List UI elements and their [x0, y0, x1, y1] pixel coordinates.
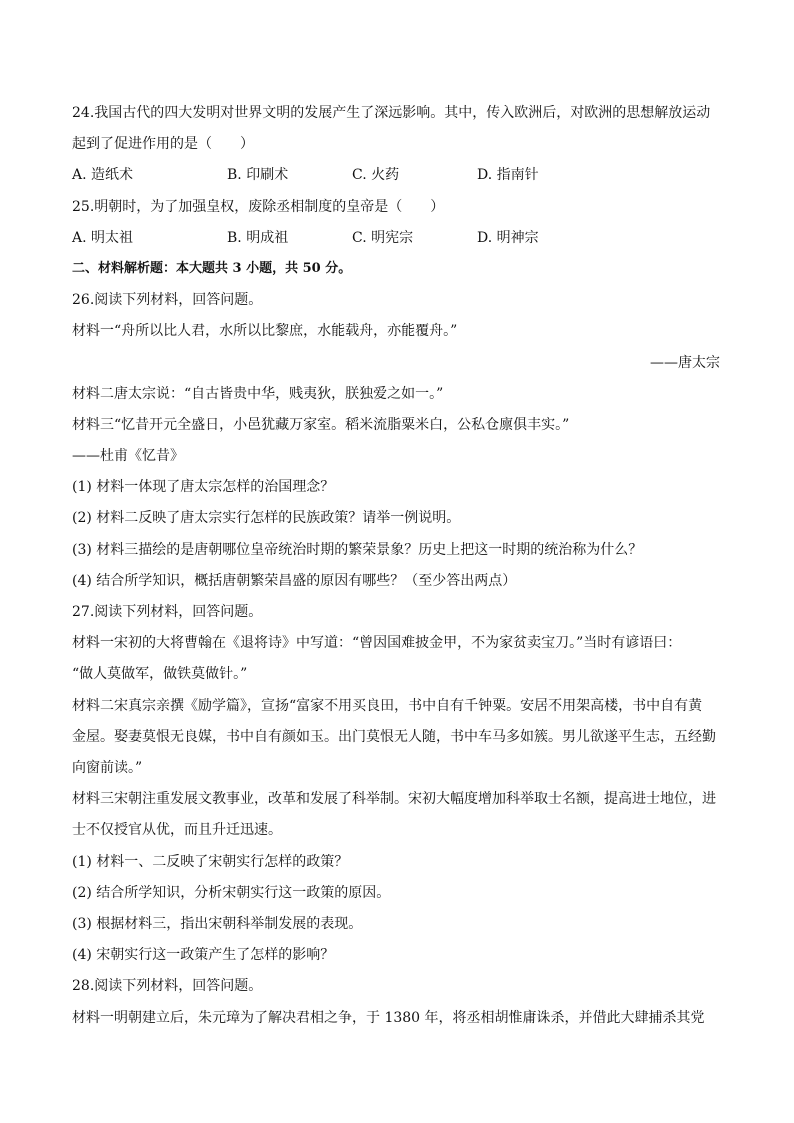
q26-question-4: (4) 结合所学知识，概括唐朝繁荣昌盛的原因有哪些？（至少答出两点） [72, 573, 517, 589]
q26-question-1: (1) 材料一体现了唐太宗怎样的治国理念？ [72, 479, 335, 495]
q26-material3-source: ——杜甫《忆昔》 [72, 448, 184, 464]
q27-material2-line1: 材料二宋真宗亲撰《励学篇》，宣扬“富家不用买良田，书中自有千钟粟。安居不用架高楼，书中自有黄 [72, 698, 703, 714]
q26-intro: 26.阅读下列材料，回答问题。 [72, 292, 263, 308]
q24-stem-line1: 24.我国古代的四大发明对世界文明的发展产生了深远影响。其中，传入欧洲后，对欧洲的思想解放运动 [72, 105, 711, 121]
q24-option-d: D. 指南针 [477, 167, 539, 183]
q25-stem: 25.明朝时，为了加强皇权，废除丞相制度的皇帝是（ ） [72, 199, 445, 215]
q27-question-2: (2) 结合所学知识，分析宋朝实行这一政策的原因。 [72, 885, 391, 901]
q27-question-3: (3) 根据材料三，指出宋朝科举制发展的表现。 [72, 916, 363, 932]
q27-intro: 27.阅读下列材料，回答问题。 [72, 604, 263, 620]
q26-material1-source: ——唐太宗 [650, 355, 720, 371]
q27-material2-line2: 金屋。娶妻莫恨无良媒，书中自有颜如玉。出门莫恨无人随，书中车马多如簇。男儿欲遂平生志，五经勤 [72, 729, 716, 745]
q24-option-a: A. 造纸术 [72, 167, 134, 183]
q26-material3: 材料三“忆昔开元全盛日，小邑犹藏万家室。稻米流脂粟米白，公私仓廪俱丰实。” [72, 417, 570, 433]
q24-option-c: C. 火药 [352, 167, 400, 183]
q24-option-b: B. 印刷术 [227, 167, 289, 183]
q27-material3-line1: 材料三宋朝注重发展文教事业，改革和发展了科举制。宋初大幅度增加科举取士名额，提高进士地位，进 [72, 791, 716, 807]
q24-stem-line2: 起到了促进作用的是（ ） [72, 136, 254, 152]
q25-option-b: B. 明成祖 [227, 230, 289, 246]
q27-material1-line2: “做人莫做军，做铁莫做针。” [72, 666, 248, 682]
q26-question-3: (3) 材料三描绘的是唐朝哪位皇帝统治时期的繁荣景象？历史上把这一时期的统治称为什么？ [72, 542, 643, 558]
q26-material1: 材料一“舟所以比人君，水所以比黎庶，水能载舟，亦能覆舟。” [72, 323, 458, 339]
q28-material1-line1: 材料一明朝建立后，朱元璋为了解决君相之争，于 1380 年，将丞相胡惟庸诛杀，并借此大肆捕杀其党 [72, 1010, 705, 1026]
q25-option-a: A. 明太祖 [72, 230, 134, 246]
q25-option-c: C. 明宪宗 [352, 230, 414, 246]
q28-intro: 28.阅读下列材料，回答问题。 [72, 978, 263, 994]
section-heading: 二、材料解析题：本大题共 3 小题，共 50 分。 [72, 261, 352, 276]
q27-material3-line2: 士不仅授官从优，而且升迁迅速。 [72, 822, 282, 838]
q27-material1-line1: 材料一宋初的大将曹翰在《退将诗》中写道：“曾因国难披金甲，不为家贫卖宝刀。”当时有谚语曰： [72, 635, 682, 651]
q27-material2-line3: 向窗前读。” [72, 760, 143, 776]
q27-question-1: (1) 材料一、二反映了宋朝实行怎样的政策？ [72, 854, 349, 870]
q26-material2: 材料二唐太宗说：“自古皆贵中华，贱夷狄，朕独爱之如一。” [72, 386, 444, 402]
q27-question-4: (4) 宋朝实行这一政策产生了怎样的影响？ [72, 947, 335, 963]
q26-question-2: (2) 材料二反映了唐太宗实行怎样的民族政策？请举一例说明。 [72, 510, 461, 526]
q25-option-d: D. 明神宗 [477, 230, 539, 246]
